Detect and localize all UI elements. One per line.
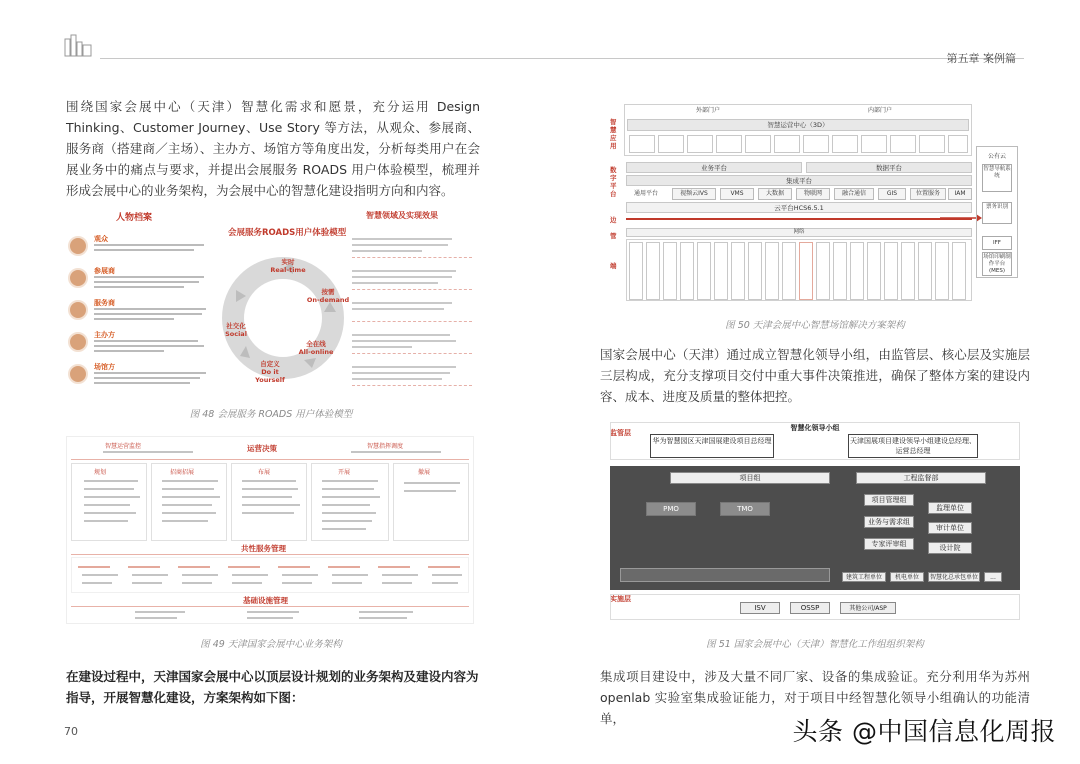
figure-51-caption: 图 51 国家会展中心（天津）智慧化工作组组织架构 [706, 639, 924, 650]
unit-box: 专家评审组 [864, 538, 914, 550]
figure-48-caption: 图 48 会展服务 ROADS 用户体验模型 [189, 409, 353, 420]
figure-50 [610, 104, 1020, 314]
platform-chip: 大数据 [758, 188, 792, 200]
cycle-label-ondemand: 按需 On-demand [306, 288, 350, 304]
stage-box [231, 463, 307, 541]
persona-name: 场馆方 [94, 363, 115, 371]
stage-box [151, 463, 227, 541]
figure-50-caption: 图 50 天津会展中心智慧场馆解决方案架构 [725, 320, 905, 331]
unit-box: 建筑工程单位 [842, 572, 886, 582]
persona-title: 人物档案 [116, 213, 153, 223]
ops-center-bar: 智慧运营中心（3D） [627, 119, 969, 131]
side-label: 管 [610, 232, 617, 240]
side-label: 数字平台 [610, 166, 617, 198]
platform-chip: 视频云IVS [672, 188, 716, 200]
project-group: 项目组 [670, 472, 830, 484]
integration-platform: 集成平台 [626, 175, 972, 186]
effects-title: 智慧领域及实现效果 [366, 211, 438, 220]
dispatch-label: 智慧指挥调度 [367, 443, 404, 450]
edge-divider [626, 218, 972, 220]
effect-row [352, 358, 472, 386]
stage-title: 开展 [338, 469, 351, 476]
vendor-box: 其他公司/ASP [840, 602, 896, 614]
stage-box [71, 463, 147, 541]
engineering-group: 工程监督部 [856, 472, 986, 484]
platform-chip: 位置服务 [910, 188, 946, 200]
huawei-leader: 华为智慧园区天津国展建设项目总经理 [650, 434, 774, 458]
leadership-title: 智慧化领导小组 [750, 424, 880, 434]
vendor-box: OSSP [790, 602, 830, 614]
stage-box [393, 463, 469, 541]
persona-card [66, 234, 216, 264]
internal-portal: 内部门户 [825, 107, 935, 117]
persona-card [66, 266, 216, 296]
header-rule [100, 58, 1024, 59]
figure-49-caption: 图 49 天津国家会展中心业务架构 [200, 639, 342, 650]
external-portal: 外部门户 [653, 107, 763, 117]
smart-apps-layer [624, 104, 972, 156]
watermark: 头条 @中国信息化周报 [792, 717, 1056, 746]
side-label: 边 [610, 216, 617, 224]
cycle-title: 会展服务ROADS用户体验模型 [228, 228, 347, 238]
avatar [68, 268, 88, 288]
unit-box: 设计院 [928, 542, 972, 554]
left-column [66, 96, 480, 201]
platform-chip: IAM [948, 188, 972, 200]
effect-row [352, 230, 472, 258]
tianjin-leader: 天津国展项目建设领导小组建设总经理、运营总经理 [848, 434, 978, 458]
unit-box: 业务与需求组 [864, 516, 914, 528]
persona-name: 参展商 [94, 267, 115, 275]
closing-paragraph: 在建设过程中，天津国家会展中心以顶层设计规划的业务架构及建设内容为指导，开展智慧化建设，方案架构如下图： [66, 669, 479, 705]
avatar [68, 364, 88, 384]
persona-name: 服务商 [94, 299, 115, 307]
platform-chip: GIS [878, 188, 906, 200]
stage-title: 撤展 [418, 469, 431, 476]
ops-monitor-label: 智慧运营监控 [105, 443, 142, 450]
cloud-platform: 云平台HCS6.5.1 [626, 202, 972, 213]
network-bar: 网络 [626, 228, 972, 237]
right-system-box: 场馆印刷制作平台(MES) [983, 254, 1011, 274]
stage-title: 招商招展 [170, 469, 195, 476]
avatar [68, 236, 88, 256]
figure-51 [610, 422, 1020, 622]
stage-box [311, 463, 389, 541]
persona-card [66, 330, 216, 360]
platform-chip: 融合通信 [834, 188, 874, 200]
figure-49 [66, 436, 474, 624]
public-cloud-label: 公有云 [987, 153, 1006, 160]
unit-box: 项目管理组 [864, 494, 914, 506]
common-services-title: 共性服务管理 [241, 544, 286, 553]
side-label: 端 [610, 262, 617, 270]
book-logo-icon [64, 33, 94, 57]
tier-label: 监管层 [610, 429, 631, 437]
data-platform: 数据平台 [806, 162, 972, 173]
stage-title: 规划 [94, 469, 107, 476]
cycle-label-social: 社交化 Social [225, 322, 247, 338]
right-system-box: 智慧导航系统 [982, 164, 1012, 192]
tier-label: 实施层 [610, 595, 631, 603]
page-number: 70 [64, 725, 78, 738]
side-label: 智慧应用 [610, 118, 617, 150]
common-services-strip [71, 557, 469, 593]
platform-chip: VMS [720, 188, 754, 200]
avatar [68, 332, 88, 352]
unit-box: 审计单位 [928, 522, 972, 534]
right-system-box: IFF [982, 236, 1012, 250]
integration-paragraph: 集成项目建设中，涉及大量不同厂家、设备的集成验证。充分利用华为苏州 openlab 实验室集成验证能力，对于项目中经智慧化领导小组确认的功能清单， [600, 669, 1030, 726]
chapter-title: 第五章 案例篇 [946, 52, 1016, 65]
effect-row [352, 262, 472, 290]
terminal-layer [626, 239, 972, 301]
cycle-label-diy: 自定义 Do it Yourself [255, 360, 285, 384]
infrastructure-title: 基础设施管理 [243, 596, 288, 605]
business-platform: 业务平台 [626, 162, 802, 173]
right-system-box: 票务识别 [982, 202, 1012, 224]
platform-chip: 物联网 [796, 188, 830, 200]
unit-box: 机电单位 [890, 572, 924, 582]
effect-row [352, 326, 472, 354]
unit-box: 智慧化总承包单位 [929, 574, 978, 581]
persona-name: 观众 [94, 235, 108, 243]
intro-paragraph: 围绕国家会展中心（天津）智慧化需求和愿景，充分运用 Design Thinking、Customer Journey、Use Story 等方法，从观众、参展商、服务商（搭建商／主场）、主办方、场馆方等角度出发，分析每类用户在会展业务中的痛点与要求，并提出会展服务 ROADS 用户体验模型，梳理并形成会展中心的业务架构，为会展中心的智慧化建设指明方向和内容。 [66, 99, 480, 198]
workstream-strip [620, 568, 830, 582]
unit-box: 监理单位 [928, 502, 972, 514]
general-platform: 通用平台 [626, 189, 666, 200]
pmo-box: PMO [646, 502, 696, 516]
effect-row [352, 294, 472, 322]
unit-box: ... [984, 572, 1002, 582]
vendor-box: ISV [740, 602, 780, 614]
persona-card [66, 362, 216, 392]
org-paragraph: 国家会展中心（天津）通过成立智慧化领导小组，由监管层、核心层及实施层三层构成，充分支撑项目交付中重大事件决策推进，确保了整体方案的建设内容、成本、进度及质量的整体把控。 [600, 347, 1030, 404]
cycle-label-realtime: 实时 Real-time [270, 258, 306, 274]
cycle-label-allonline: 全在线 All-online [298, 340, 334, 356]
tmo-box: TMO [720, 502, 770, 516]
avatar [68, 300, 88, 320]
ops-decision-title: 运营决策 [247, 444, 277, 453]
stage-title: 布展 [258, 469, 271, 476]
persona-name: 主办方 [94, 331, 115, 339]
figure-48 [66, 210, 476, 400]
persona-card [66, 298, 216, 328]
